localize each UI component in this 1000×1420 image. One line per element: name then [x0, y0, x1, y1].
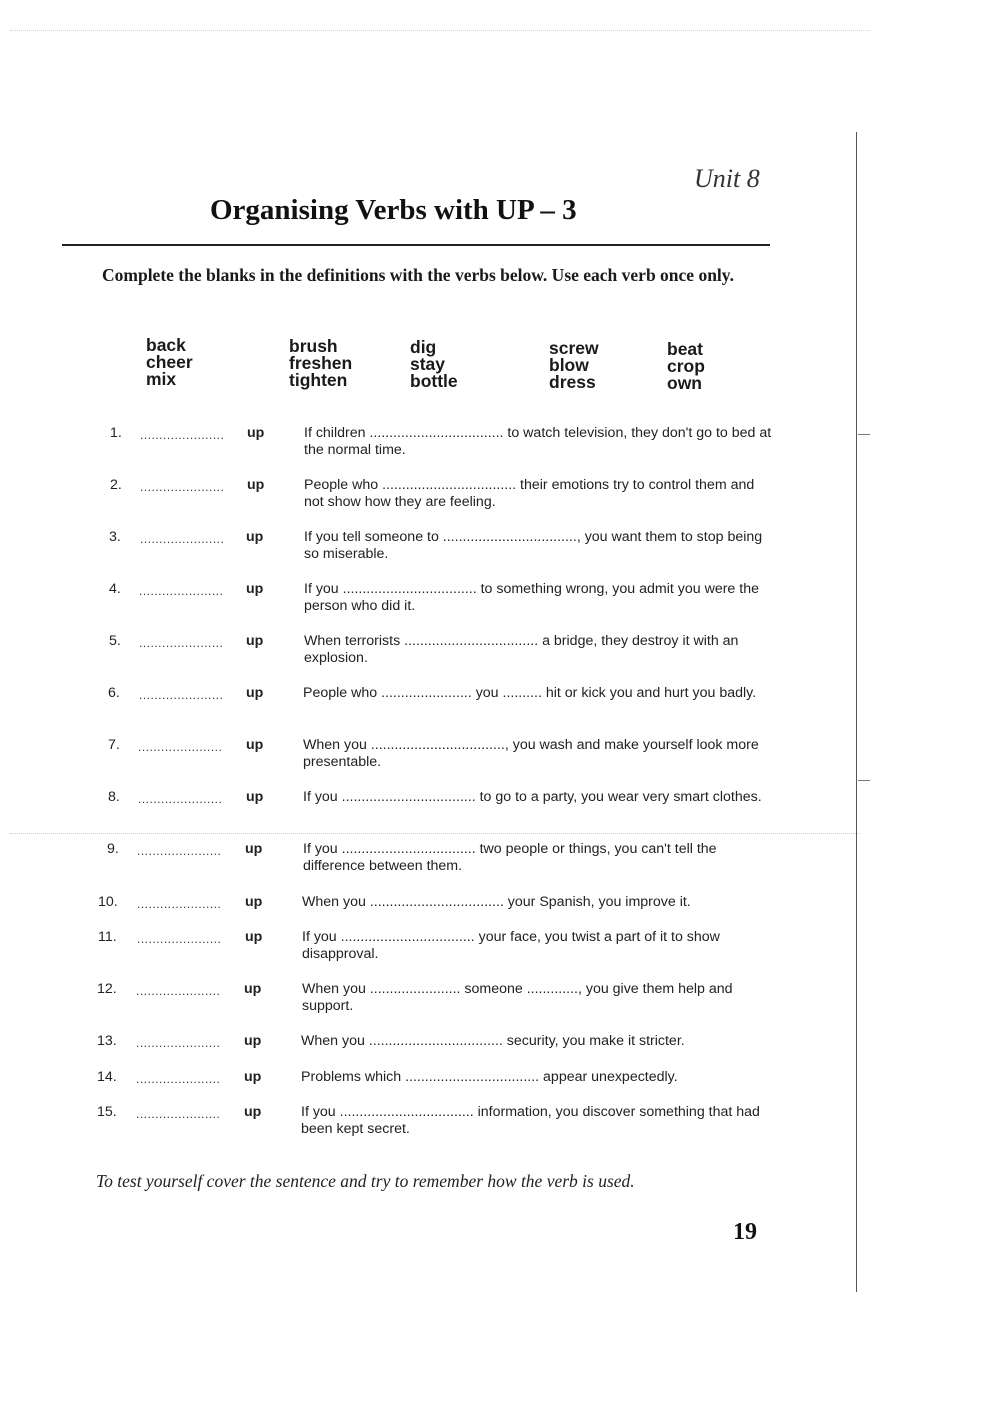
item-definition: People who .................................. their emotions try to control them and not show how they are feeling. — [304, 477, 755, 510]
verb-word: mix — [146, 369, 177, 389]
up-particle: up — [247, 477, 265, 493]
up-particle: up — [246, 529, 264, 545]
item-number: 13. — [97, 1033, 117, 1049]
up-particle: up — [247, 425, 265, 441]
footer-note: To test yourself cover the sentence and try to remember how the verb is used. — [96, 1171, 635, 1191]
answer-blank[interactable]: ...................... — [140, 532, 225, 546]
verb-word: bottle — [410, 371, 458, 391]
answer-blank[interactable]: ...................... — [136, 984, 221, 998]
item-number: 3. — [109, 529, 121, 545]
item-number: 8. — [108, 789, 120, 805]
answer-blank[interactable]: ...................... — [140, 480, 225, 494]
verb-word: tighten — [289, 370, 348, 390]
item-definition: When terrorists .................................. a bridge, they destroy it with an explosion. — [304, 633, 739, 666]
item-definition: If you tell someone to .................................., you want them to stop being so miserable. — [304, 529, 763, 562]
item-definition: If you .................................. to go to a party, you wear very smart clothes. — [303, 789, 762, 805]
verb-word: beat — [667, 339, 703, 359]
item-definition: People who ....................... you .......... hit or kick you and hurt you badly. — [303, 685, 757, 701]
verb-column-4 — [549, 340, 599, 391]
verb-word: screw — [549, 338, 599, 358]
item-definition: If you .................................. your face, you twist a part of it to show disapproval. — [302, 929, 720, 962]
up-particle: up — [246, 737, 264, 753]
verb-column-1 — [146, 337, 193, 388]
verb-word: freshen — [289, 353, 353, 373]
scan-page-edge — [856, 132, 857, 1292]
up-particle: up — [244, 1033, 262, 1049]
verb-word: blow — [549, 355, 589, 375]
verb-word: back — [146, 335, 186, 355]
item-number: 5. — [109, 633, 121, 649]
item-number: 10. — [98, 894, 118, 910]
verb-word: dig — [410, 337, 437, 357]
item-definition: When you .................................. security, you make it stricter. — [301, 1033, 685, 1049]
up-particle: up — [244, 1104, 262, 1120]
item-number: 2. — [110, 477, 122, 493]
page-title: Organising Verbs with UP – 3 — [210, 194, 577, 226]
verb-column-3 — [410, 339, 458, 390]
up-particle: up — [246, 685, 264, 701]
item-definition: When you .................................., you wash and make yourself look more presentable. — [303, 737, 759, 770]
answer-blank[interactable]: ...................... — [140, 428, 225, 442]
item-definition: If you .................................. information, you discover something that had been kept secret. — [301, 1104, 760, 1137]
up-particle: up — [245, 894, 263, 910]
item-number: 11. — [98, 929, 117, 945]
up-particle: up — [244, 1069, 262, 1085]
verb-word: dress — [549, 372, 596, 392]
up-particle: up — [244, 981, 262, 997]
item-number: 4. — [109, 581, 121, 597]
answer-blank[interactable]: ...................... — [136, 1036, 221, 1050]
verb-column-5 — [667, 341, 705, 392]
scan-edge-tick — [858, 434, 870, 435]
item-definition: Problems which .................................. appear unexpectedly. — [301, 1069, 678, 1085]
up-particle: up — [246, 581, 264, 597]
verb-word: cheer — [146, 352, 193, 372]
title-rule — [62, 244, 770, 246]
answer-blank[interactable]: ...................... — [137, 897, 222, 911]
answer-blank[interactable]: ...................... — [138, 792, 223, 806]
item-definition: If you .................................. to something wrong, you admit you were the person who did it. — [304, 581, 759, 614]
item-number: 1. — [110, 425, 122, 441]
answer-blank[interactable]: ...................... — [139, 584, 224, 598]
scan-artifact-mid — [10, 833, 860, 834]
up-particle: up — [246, 633, 264, 649]
up-particle: up — [246, 789, 264, 805]
scan-edge-tick — [858, 780, 870, 781]
item-definition: When you ....................... someone ............., you give them help and support. — [302, 981, 733, 1014]
answer-blank[interactable]: ...................... — [137, 932, 222, 946]
answer-blank[interactable]: ...................... — [138, 740, 223, 754]
unit-label: Unit 8 — [694, 164, 760, 193]
item-number: 12. — [97, 981, 117, 997]
item-number: 14. — [97, 1069, 117, 1085]
verb-column-2 — [289, 338, 352, 389]
verb-word: own — [667, 373, 702, 393]
answer-blank[interactable]: ...................... — [137, 844, 222, 858]
verb-word: crop — [667, 356, 705, 376]
scan-artifact-top — [10, 30, 870, 31]
answer-blank[interactable]: ...................... — [139, 636, 224, 650]
answer-blank[interactable]: ...................... — [136, 1107, 221, 1121]
item-number: 9. — [107, 841, 119, 857]
up-particle: up — [245, 841, 263, 857]
answer-blank[interactable]: ...................... — [136, 1072, 221, 1086]
verb-word: stay — [410, 354, 446, 374]
item-number: 15. — [97, 1104, 117, 1120]
item-definition: If you .................................. two people or things, you can't tell the difference between them. — [303, 841, 717, 874]
answer-blank[interactable]: ...................... — [139, 688, 224, 702]
page-number: 19 — [733, 1219, 757, 1245]
item-definition: When you .................................. your Spanish, you improve it. — [302, 894, 691, 910]
instructions: Complete the blanks in the definitions with the verbs below. Use each verb once only. — [102, 265, 734, 285]
verb-word: brush — [289, 336, 338, 356]
item-number: 6. — [108, 685, 120, 701]
up-particle: up — [245, 929, 263, 945]
item-number: 7. — [108, 737, 120, 753]
item-definition: If children .................................. to watch television, they don't go to bed at the normal time. — [304, 425, 772, 458]
